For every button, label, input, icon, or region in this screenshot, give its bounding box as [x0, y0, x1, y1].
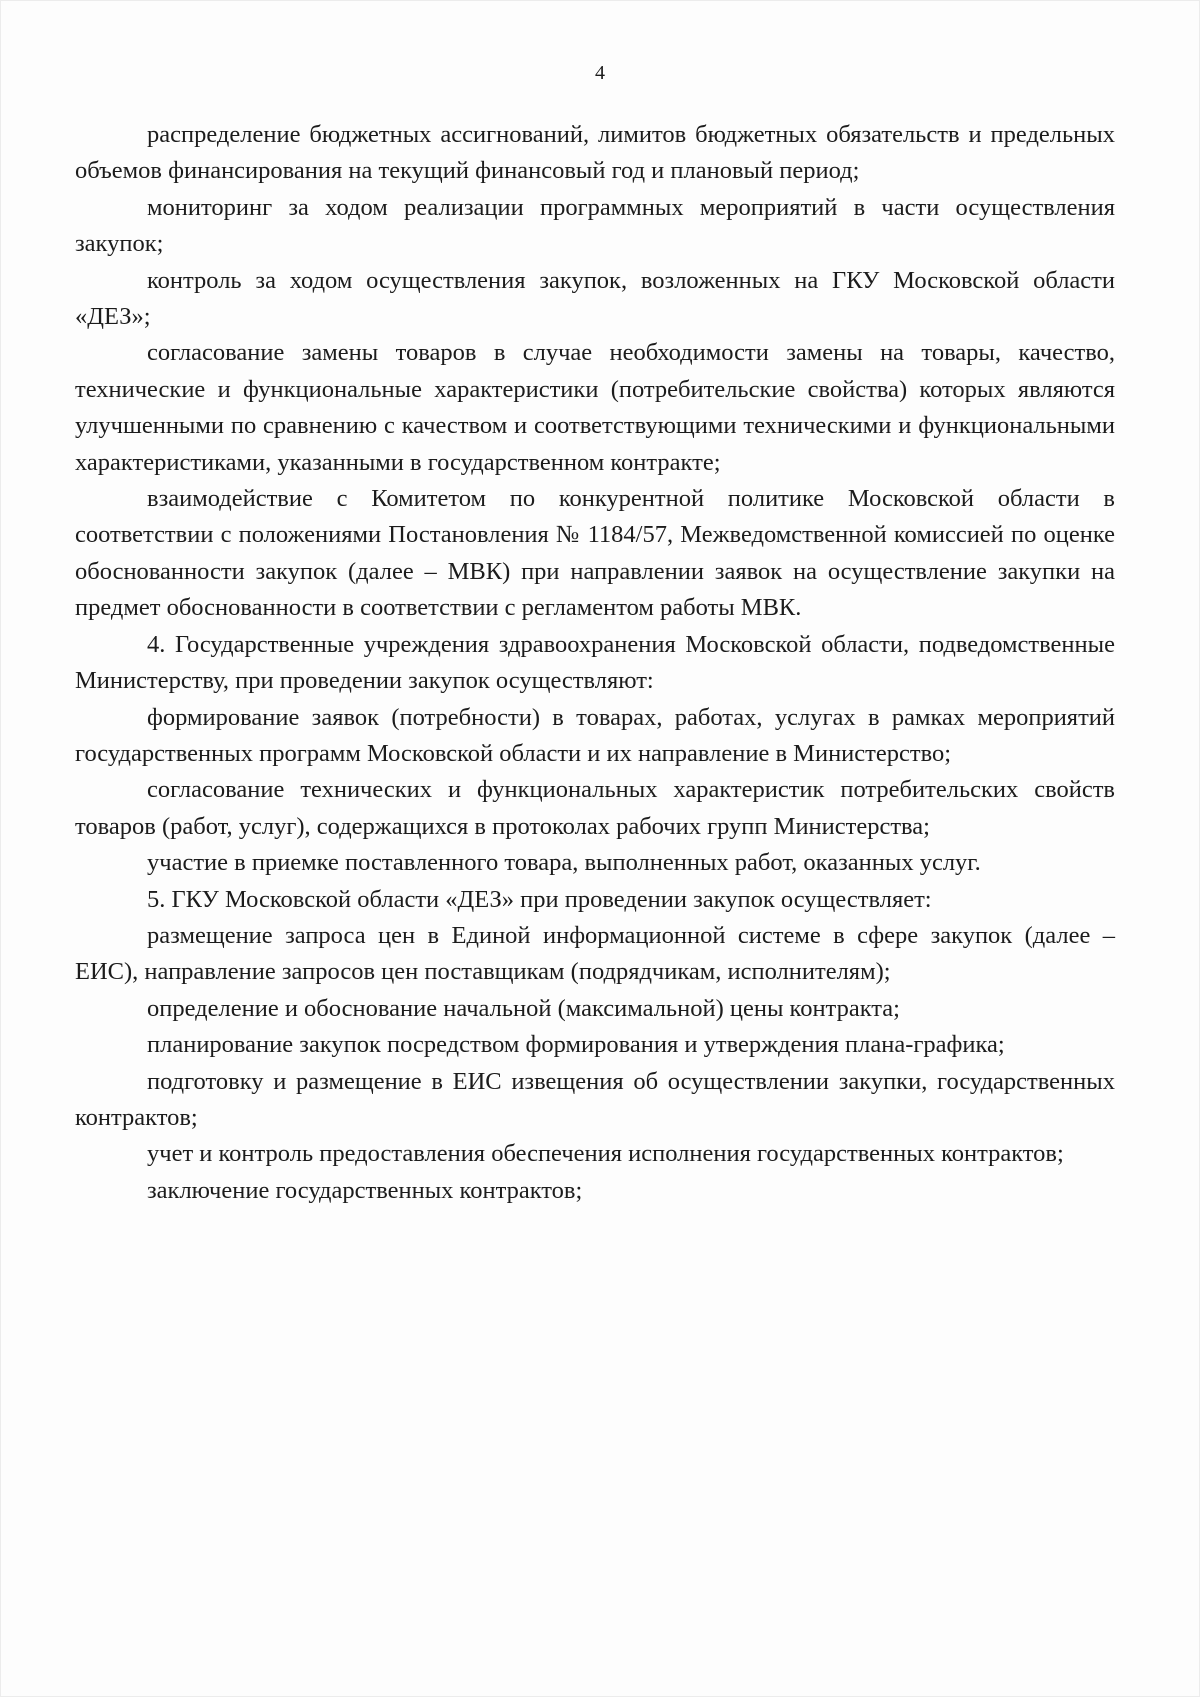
paragraph-guarantee-control: учет и контроль предоставления обеспечения исполнения государственных контрактов; [147, 1140, 1064, 1168]
paragraph-notice-publication: подготовку и размещение в ЕИС извещения об осуществлении закупки, государственных контрактов; [75, 1067, 1115, 1131]
paragraph-price-request: размещение запроса цен в Единой информационной системе в сфере закупок (далее – ЕИС), направление запросов цен поставщикам (подрядчикам, исполнителям); [75, 921, 1115, 986]
paragraph-acceptance: участие в приемке поставленного товара, выполненных работ, оказанных услуг. [147, 849, 981, 877]
paragraph-price-justification: определение и обоснование начальной (максимальной) цены контракта; [147, 994, 900, 1022]
paragraph-section-4: 4. Государственные учреждения здравоохранения Московской области, подведомственные Министерству, при проведении закупок осуществляют: [75, 630, 1115, 695]
paragraph-control: контроль за ходом осуществления закупок, возложенных на ГКУ Московской области «ДЕЗ»; [75, 266, 1115, 331]
paragraph-goods-replacement: согласование замены товаров в случае необходимости замены на товары, качество, технические и функциональные характеристики (потребительские свойства) которых являются улучшенными по сравнению с качеством и соответствующими техническими и функциональными характеристиками, указанными в государственном контракте; [75, 339, 1115, 476]
page-number: 4 [595, 62, 605, 84]
paragraph-monitoring: мониторинг за ходом реализации программных мероприятий в части осуществления закупок; [75, 193, 1115, 258]
paragraph-budget-allocation: распределение бюджетных ассигнований, лимитов бюджетных обязательств и предельных объемов финансирования на текущий финансовый год и плановый период; [75, 121, 1115, 185]
paragraph-committee-interaction: взаимодействие с Комитетом по конкурентной политике Московской области в соответствии с положениями Постановления № 1184/57, Межведомственной комиссией по оценке обоснованности закупок (далее – МВК) при направлении заявок на осуществление закупки на предмет обоснованности в соответствии с регламентом работы МВК. [75, 485, 1115, 622]
paragraph-planning: планирование закупок посредством формирования и утверждения плана-графика; [147, 1031, 1005, 1059]
document-body [75, 117, 1115, 1209]
paragraph-request-forming: формирование заявок (потребности) в товарах, работах, услугах в рамках мероприятий государственных программ Московской области и их направление в Министерство; [75, 703, 1115, 767]
paragraph-contract-conclusion: заключение государственных контрактов; [147, 1176, 583, 1204]
paragraph-section-5: 5. ГКУ Московской области «ДЕЗ» при проведении закупок осуществляет: [147, 885, 932, 913]
paragraph-specs-approval: согласование технических и функциональных характеристик потребительских свойств товаров (работ, услуг), содержащихся в протоколах рабочих групп Министерства; [75, 776, 1115, 840]
